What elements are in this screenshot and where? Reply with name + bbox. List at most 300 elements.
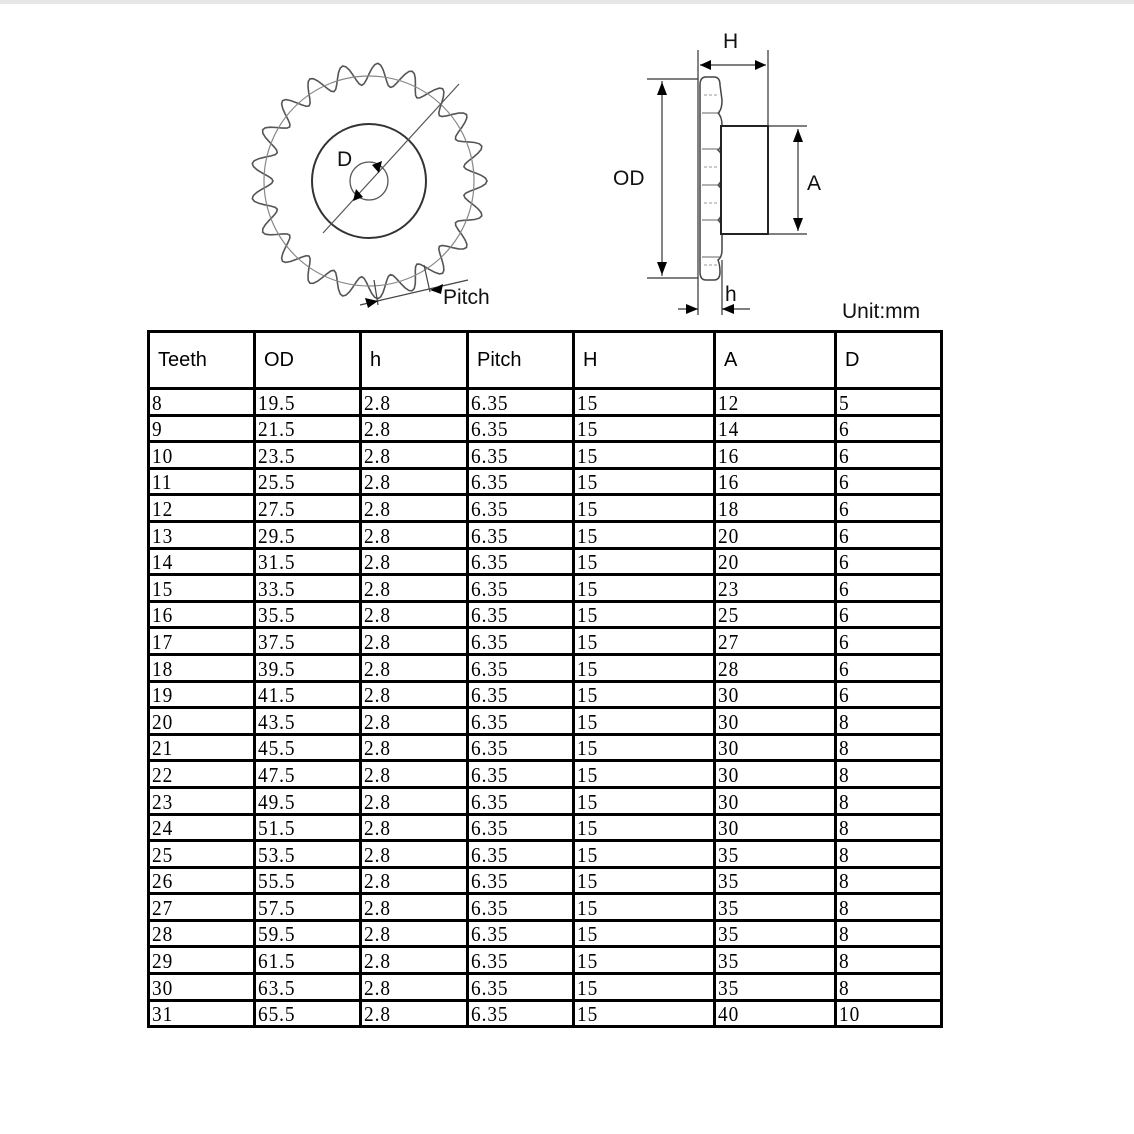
table-row [149, 708, 942, 735]
cell-value: 6.35 [471, 895, 509, 920]
cell-h-thickness [361, 654, 468, 681]
cell-teeth [149, 761, 255, 788]
cell-teeth [149, 654, 255, 681]
table-row [149, 761, 942, 788]
table-row [149, 974, 942, 1001]
table-row [149, 521, 942, 548]
cell-d [836, 1000, 942, 1027]
cell-value: 30 [718, 762, 740, 787]
top-border-strip [0, 0, 1134, 4]
cell-pitch [468, 894, 574, 921]
cell-value: 2.8 [364, 709, 391, 734]
unit-label: Unit:mm [842, 300, 921, 323]
cell-pitch [468, 841, 574, 868]
cell-value: 5 [839, 390, 850, 415]
cell-value: 15 [577, 470, 599, 495]
cell-value: 15 [577, 1002, 599, 1027]
cell-pitch [468, 814, 574, 841]
cell-a [715, 521, 836, 548]
cell-value: 6 [839, 550, 850, 575]
table-row [149, 548, 942, 575]
cell-pitch [468, 734, 574, 761]
cell-od [255, 894, 361, 921]
cell-teeth [149, 974, 255, 1001]
cell-value: 6.35 [471, 762, 509, 787]
cell-value: 24 [152, 816, 174, 841]
cell-value: 6.35 [471, 656, 509, 681]
cell-od [255, 654, 361, 681]
cell-pitch [468, 415, 574, 442]
cell-d [836, 654, 942, 681]
cell-value: 2.8 [364, 762, 391, 787]
cell-h-length [574, 681, 715, 708]
cell-teeth [149, 681, 255, 708]
cell-value: 2.8 [364, 656, 391, 681]
cell-d [836, 389, 942, 416]
cell-pitch [468, 521, 574, 548]
cell-value: 2.8 [364, 550, 391, 575]
cell-value: 23.5 [258, 443, 296, 468]
cell-value: 2.8 [364, 922, 391, 947]
cell-value: 2.8 [364, 736, 391, 761]
table-row [149, 814, 942, 841]
cell-a [715, 681, 836, 708]
cell-value: 15 [577, 496, 599, 521]
cell-d [836, 947, 942, 974]
cell-pitch [468, 601, 574, 628]
cell-a [715, 442, 836, 469]
hub-length-label: H [723, 30, 739, 53]
table-row [149, 415, 942, 442]
cell-od [255, 841, 361, 868]
cell-a [715, 947, 836, 974]
cell-value: 2.8 [364, 523, 391, 548]
cell-value: 2.8 [364, 816, 391, 841]
header-h-thickness: h [361, 332, 468, 389]
cell-h-length [574, 442, 715, 469]
table-row [149, 947, 942, 974]
cell-value: 6.35 [471, 949, 509, 974]
cell-d [836, 415, 942, 442]
cell-value: 8 [839, 736, 850, 761]
cell-h-length [574, 389, 715, 416]
cell-d [836, 867, 942, 894]
cell-value: 6.35 [471, 842, 509, 867]
cell-value: 40 [718, 1002, 740, 1027]
cell-value: 35 [718, 949, 740, 974]
pitch-label: Pitch [443, 286, 490, 309]
cell-a [715, 734, 836, 761]
cell-od [255, 947, 361, 974]
cell-value: 2.8 [364, 683, 391, 708]
cell-teeth [149, 947, 255, 974]
cell-h-thickness [361, 575, 468, 602]
cell-d [836, 894, 942, 921]
cell-value: 6.35 [471, 496, 509, 521]
cell-value: 2.8 [364, 576, 391, 601]
cell-value: 20 [718, 523, 740, 548]
cell-od [255, 628, 361, 655]
cell-value: 21 [152, 736, 174, 761]
cell-teeth [149, 920, 255, 947]
cell-value: 6.35 [471, 922, 509, 947]
cell-d [836, 734, 942, 761]
cell-value: 16 [718, 470, 740, 495]
cell-h-length [574, 628, 715, 655]
cell-od [255, 920, 361, 947]
cell-pitch [468, 628, 574, 655]
cell-pitch [468, 681, 574, 708]
cell-value: 6.35 [471, 789, 509, 814]
cell-teeth [149, 841, 255, 868]
cell-value: 15 [577, 762, 599, 787]
cell-value: 30 [152, 975, 174, 1000]
cell-value: 6.35 [471, 443, 509, 468]
cell-value: 6 [839, 629, 850, 654]
cell-value: 41.5 [258, 683, 296, 708]
cell-h-length [574, 761, 715, 788]
cell-value: 15 [577, 656, 599, 681]
cell-pitch [468, 708, 574, 735]
cell-value: 6 [839, 496, 850, 521]
cell-od [255, 814, 361, 841]
cell-a [715, 894, 836, 921]
cell-pitch [468, 495, 574, 522]
cell-value: 15 [577, 390, 599, 415]
cell-value: 6.35 [471, 736, 509, 761]
cell-h-length [574, 814, 715, 841]
cell-value: 2.8 [364, 496, 391, 521]
cell-d [836, 548, 942, 575]
cell-h-thickness [361, 814, 468, 841]
cell-pitch [468, 442, 574, 469]
cell-value: 35 [718, 895, 740, 920]
cell-od [255, 867, 361, 894]
cell-value: 25.5 [258, 470, 296, 495]
cell-value: 15 [577, 629, 599, 654]
cell-value: 13 [152, 523, 174, 548]
table-row [149, 468, 942, 495]
cell-value: 2.8 [364, 629, 391, 654]
cell-value: 20 [152, 709, 174, 734]
cell-od [255, 1000, 361, 1027]
cell-value: 6.35 [471, 975, 509, 1000]
cell-value: 8 [839, 816, 850, 841]
cell-value: 8 [839, 922, 850, 947]
cell-h-length [574, 654, 715, 681]
cell-h-thickness [361, 867, 468, 894]
cell-value: 2.8 [364, 949, 391, 974]
cell-d [836, 495, 942, 522]
cell-value: 27 [152, 895, 174, 920]
outer-diameter-label: OD [613, 167, 645, 190]
cell-value: 6.35 [471, 417, 509, 442]
cell-a [715, 601, 836, 628]
cell-value: 49.5 [258, 789, 296, 814]
table-row [149, 389, 942, 416]
cell-value: 35.5 [258, 603, 296, 628]
cell-value: 6.35 [471, 683, 509, 708]
cell-value: 8 [839, 709, 850, 734]
cell-h-length [574, 974, 715, 1001]
cell-pitch [468, 947, 574, 974]
cell-value: 9 [152, 417, 163, 442]
cell-value: 6.35 [471, 869, 509, 894]
table-row [149, 681, 942, 708]
cell-h-length [574, 601, 715, 628]
table-row [149, 867, 942, 894]
cell-value: 6.35 [471, 550, 509, 575]
cell-value: 2.8 [364, 869, 391, 894]
cell-teeth [149, 521, 255, 548]
cell-teeth [149, 415, 255, 442]
cell-value: 14 [718, 417, 740, 442]
cell-value: 39.5 [258, 656, 296, 681]
cell-value: 15 [152, 576, 174, 601]
cell-h-length [574, 867, 715, 894]
cell-h-thickness [361, 708, 468, 735]
header-a: A [715, 332, 836, 389]
cell-pitch [468, 654, 574, 681]
cell-value: 2.8 [364, 895, 391, 920]
cell-value: 6.35 [471, 709, 509, 734]
cell-value: 10 [152, 443, 174, 468]
cell-a [715, 867, 836, 894]
cell-pitch [468, 389, 574, 416]
cell-d [836, 974, 942, 1001]
cell-value: 12 [152, 496, 174, 521]
cell-a [715, 654, 836, 681]
cell-od [255, 787, 361, 814]
cell-a [715, 841, 836, 868]
cell-value: 35 [718, 975, 740, 1000]
bore-diameter-label: D [337, 148, 353, 171]
cell-od [255, 442, 361, 469]
cell-value: 15 [577, 443, 599, 468]
table-header-row [149, 332, 942, 389]
cell-h-length [574, 920, 715, 947]
cell-value: 53.5 [258, 842, 296, 867]
cell-value: 37.5 [258, 629, 296, 654]
cell-teeth [149, 468, 255, 495]
cell-pitch [468, 974, 574, 1001]
cell-pitch [468, 1000, 574, 1027]
cell-value: 15 [577, 550, 599, 575]
cell-teeth [149, 734, 255, 761]
cell-teeth [149, 628, 255, 655]
cell-value: 16 [152, 603, 174, 628]
cell-h-thickness [361, 495, 468, 522]
table-body [149, 389, 942, 1027]
cell-a [715, 548, 836, 575]
cell-value: 2.8 [364, 975, 391, 1000]
cell-value: 61.5 [258, 949, 296, 974]
cell-a [715, 415, 836, 442]
cell-pitch [468, 575, 574, 602]
cell-a [715, 708, 836, 735]
cell-pitch [468, 548, 574, 575]
cell-a [715, 468, 836, 495]
cell-value: 15 [577, 816, 599, 841]
cell-value: 15 [577, 869, 599, 894]
cell-od [255, 521, 361, 548]
cell-value: 8 [839, 789, 850, 814]
cell-value: 6 [839, 576, 850, 601]
cell-value: 23 [718, 576, 740, 601]
cell-od [255, 734, 361, 761]
cell-pitch [468, 761, 574, 788]
cell-value: 15 [577, 949, 599, 974]
cell-teeth [149, 814, 255, 841]
cell-value: 22 [152, 762, 174, 787]
cell-h-thickness [361, 841, 468, 868]
cell-value: 19.5 [258, 390, 296, 415]
cell-od [255, 708, 361, 735]
cell-value: 25 [152, 842, 174, 867]
cell-value: 8 [839, 762, 850, 787]
cell-od [255, 389, 361, 416]
cell-value: 21.5 [258, 417, 296, 442]
cell-value: 15 [577, 417, 599, 442]
cell-a [715, 628, 836, 655]
cell-h-length [574, 1000, 715, 1027]
cell-value: 8 [839, 869, 850, 894]
cell-value: 35 [718, 842, 740, 867]
sprocket-front-icon [240, 60, 520, 320]
cell-teeth [149, 442, 255, 469]
cell-value: 2.8 [364, 443, 391, 468]
cell-a [715, 575, 836, 602]
header-od: OD [255, 332, 361, 389]
cell-value: 6.35 [471, 470, 509, 495]
cell-value: 15 [577, 603, 599, 628]
cell-a [715, 814, 836, 841]
table-row [149, 628, 942, 655]
cell-value: 19 [152, 683, 174, 708]
cell-teeth [149, 1000, 255, 1027]
cell-od [255, 468, 361, 495]
cell-value: 6 [839, 683, 850, 708]
cell-value: 65.5 [258, 1002, 296, 1027]
cell-value: 35 [718, 869, 740, 894]
cell-h-thickness [361, 761, 468, 788]
table-row [149, 734, 942, 761]
cell-h-length [574, 947, 715, 974]
table-row [149, 920, 942, 947]
cell-value: 11 [152, 470, 173, 495]
cell-value: 2.8 [364, 470, 391, 495]
header-h-length: H [574, 332, 715, 389]
table-row [149, 601, 942, 628]
cell-value: 6 [839, 443, 850, 468]
table-row [149, 495, 942, 522]
cell-pitch [468, 787, 574, 814]
cell-a [715, 761, 836, 788]
cell-h-length [574, 841, 715, 868]
cell-h-length [574, 894, 715, 921]
cell-value: 15 [577, 895, 599, 920]
cell-value: 6 [839, 470, 850, 495]
cell-a [715, 389, 836, 416]
cell-value: 15 [577, 736, 599, 761]
cell-value: 15 [577, 709, 599, 734]
cell-value: 6 [839, 417, 850, 442]
cell-od [255, 974, 361, 1001]
cell-value: 6.35 [471, 576, 509, 601]
cell-value: 18 [152, 656, 174, 681]
cell-value: 15 [577, 576, 599, 601]
hub-diameter-label: A [807, 172, 822, 195]
header-pitch: Pitch [468, 332, 574, 389]
cell-value: 8 [839, 842, 850, 867]
cell-value: 15 [577, 523, 599, 548]
sprocket-side-view-diagram [600, 25, 860, 325]
cell-od [255, 548, 361, 575]
cell-value: 29 [152, 949, 174, 974]
cell-od [255, 601, 361, 628]
cell-value: 20 [718, 550, 740, 575]
cell-pitch [468, 867, 574, 894]
cell-value: 12 [718, 390, 740, 415]
cell-value: 23 [152, 789, 174, 814]
cell-d [836, 575, 942, 602]
cell-h-thickness [361, 468, 468, 495]
cell-teeth [149, 787, 255, 814]
cell-a [715, 920, 836, 947]
cell-d [836, 681, 942, 708]
sprocket-front-view-diagram [240, 60, 520, 320]
cell-h-thickness [361, 548, 468, 575]
cell-value: 15 [577, 789, 599, 814]
cell-teeth [149, 495, 255, 522]
cell-h-thickness [361, 521, 468, 548]
cell-value: 8 [839, 975, 850, 1000]
cell-value: 8 [839, 895, 850, 920]
cell-value: 16 [718, 443, 740, 468]
cell-h-thickness [361, 974, 468, 1001]
cell-value: 28 [152, 922, 174, 947]
cell-value: 30 [718, 789, 740, 814]
cell-h-length [574, 548, 715, 575]
cell-d [836, 442, 942, 469]
cell-value: 18 [718, 496, 740, 521]
cell-value: 6 [839, 603, 850, 628]
cell-h-thickness [361, 894, 468, 921]
cell-value: 2.8 [364, 603, 391, 628]
cell-d [836, 521, 942, 548]
tooth-thickness-label: h [725, 283, 737, 306]
cell-value: 26 [152, 869, 174, 894]
cell-h-length [574, 708, 715, 735]
cell-value: 15 [577, 922, 599, 947]
cell-value: 51.5 [258, 816, 296, 841]
cell-value: 30 [718, 736, 740, 761]
cell-value: 31 [152, 1002, 174, 1027]
cell-value: 6.35 [471, 1002, 509, 1027]
cell-teeth [149, 548, 255, 575]
cell-value: 2.8 [364, 390, 391, 415]
cell-h-length [574, 787, 715, 814]
cell-value: 43.5 [258, 709, 296, 734]
cell-value: 6.35 [471, 523, 509, 548]
cell-d [836, 601, 942, 628]
cell-value: 6 [839, 523, 850, 548]
cell-a [715, 787, 836, 814]
cell-h-length [574, 734, 715, 761]
cell-h-thickness [361, 734, 468, 761]
cell-d [836, 468, 942, 495]
cell-h-thickness [361, 389, 468, 416]
